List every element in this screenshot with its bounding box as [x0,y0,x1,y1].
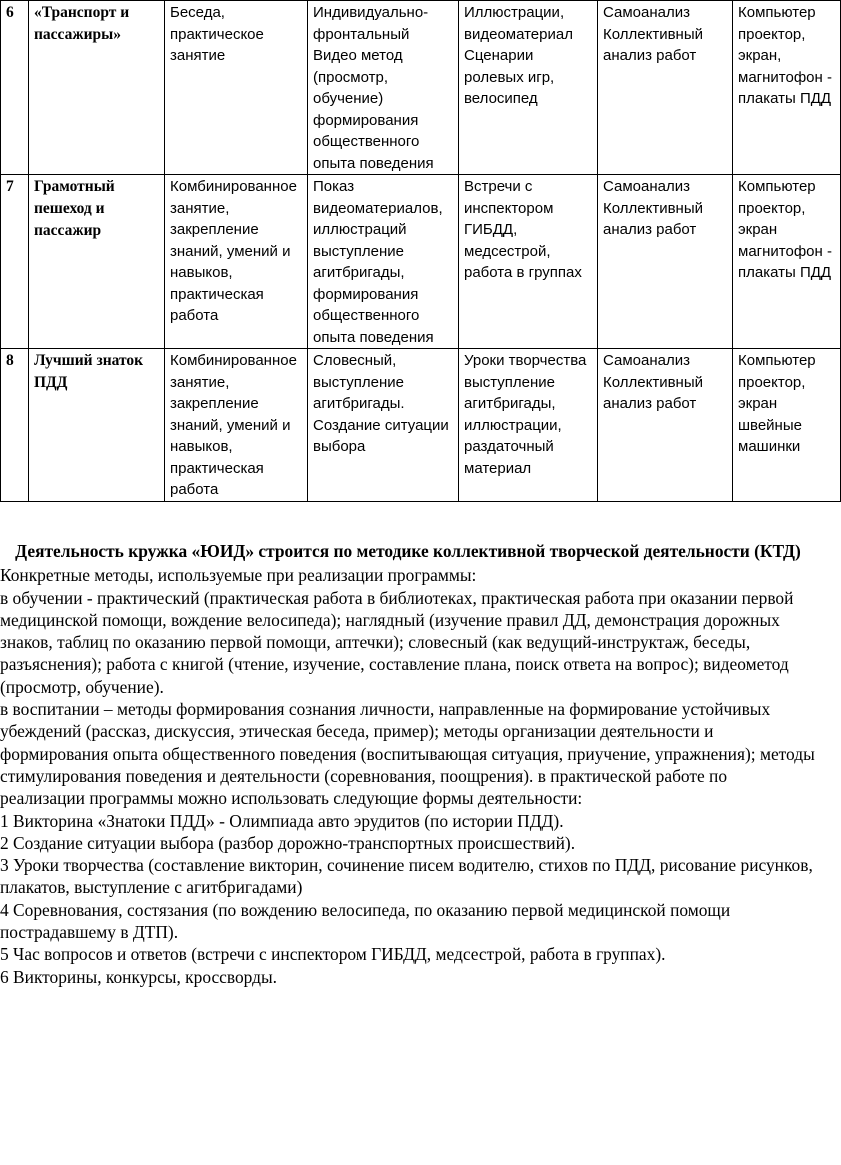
training-paragraph: в обучении - практический (практическая работа в библиотеках, практическая работа при оказании первой медицинской помощи, вождение велосипеда); наглядный (изучение правил ДД, демонстрация дорожных знаков, таблиц по оказанию первой помощи, аптечки); словесный (как ведущий-инструктаж, беседы, разъяснения); работа с книгой (чтение, изучение, составление плана, поиск ответа на вопрос); видеометод (просмотр, обучение). [0,587,798,697]
row-methods: Показ видеоматериалов, иллюстраций выступление агитбригады, формирования общественного опыта поведения [308,175,459,349]
intro-paragraph: Конкретные методы, используемые при реализации программы: [0,565,477,586]
table-row [1,175,841,349]
row-control: Самоанализ Коллективный анализ работ [598,1,733,175]
list-item: 3 Уроки творчества (составление викторин, сочинение писем водителю, стихов по ПДД, рисование рисунков, плакатов, выступление с агитбригадами) [0,855,818,898]
table-row [1,1,841,175]
list-item: 5 Час вопросов и ответов (встречи с инспектором ГИБДД, медсестрой, работа в группах). [0,944,666,965]
body-text [0,540,820,988]
upbringing-paragraph: в воспитании – методы формирования сознания личности, направленные на формирование устойчивых убеждений (рассказ, дискуссия, этическая беседа, пример); методы организации деятельности и формирования опыта общественного поведения (воспитывающая ситуация, приучение, упражнения); методы стимулирования поведения и деятельности (соревнования, поощрения). в практической работе по реализации программы можно использовать следующие формы деятельности: [0,699,820,809]
row-form: Беседа, практическое занятие [165,1,308,175]
row-theme: Лучший знаток ПДД [29,349,165,502]
list-item: 2 Создание ситуации выбора (разбор дорожно-транспортных происшествий). [0,832,576,853]
row-number: 7 [1,175,29,349]
list-item: 4 Соревнования, состязания (по вождению велосипеда, по оказанию первой медицинской помощи пострадавшему в ДТП). [0,899,735,943]
table-row [1,349,841,502]
row-didactic: Иллюстрации, видеоматериал Сценарии ролевых игр, велосипед [459,1,598,175]
row-control: Самоанализ Коллективный анализ работ [598,175,733,349]
row-equipment: Компьютер проектор, экран магнитофон - плакаты ПДД [733,175,841,349]
row-didactic: Встречи с инспектором ГИБДД, медсестрой, работа в группах [459,175,598,349]
row-number: 8 [1,349,29,502]
row-control: Самоанализ Коллективный анализ работ [598,349,733,502]
row-theme: Грамотный пешеход и пассажир [29,175,165,349]
row-theme: «Транспорт и пассажиры» [29,1,165,175]
list-item: 1 Викторина «Знатоки ПДД» - Олимпиада авто эрудитов (по истории ПДД). [0,810,564,831]
row-methods: Словесный, выступление агитбригады. Создание ситуации выбора [308,349,459,502]
row-equipment: Компьютер проектор, экран швейные машинки [733,349,841,502]
row-methods: Индивидуально-фронтальный Видео метод (просмотр, обучение) формирования общественного опыта поведения [308,1,459,175]
row-number: 6 [1,1,29,175]
activity-plan-table [0,0,841,502]
section-heading: Деятельность кружка «ЮИД» строится по методике коллективной творческой деятельности (КТД) [15,541,801,561]
row-form: Комбинированное занятие, закрепление знаний, умений и навыков, практическая работа [165,175,308,349]
row-form: Комбинированное занятие, закрепление знаний, умений и навыков, практическая работа [165,349,308,502]
row-didactic: Уроки творчества выступление агитбригады, иллюстрации, раздаточный материал [459,349,598,502]
list-item: 6 Викторины, конкурсы, кроссворды. [0,966,278,987]
row-equipment: Компьютер проектор, экран, магнитофон - плакаты ПДД [733,1,841,175]
